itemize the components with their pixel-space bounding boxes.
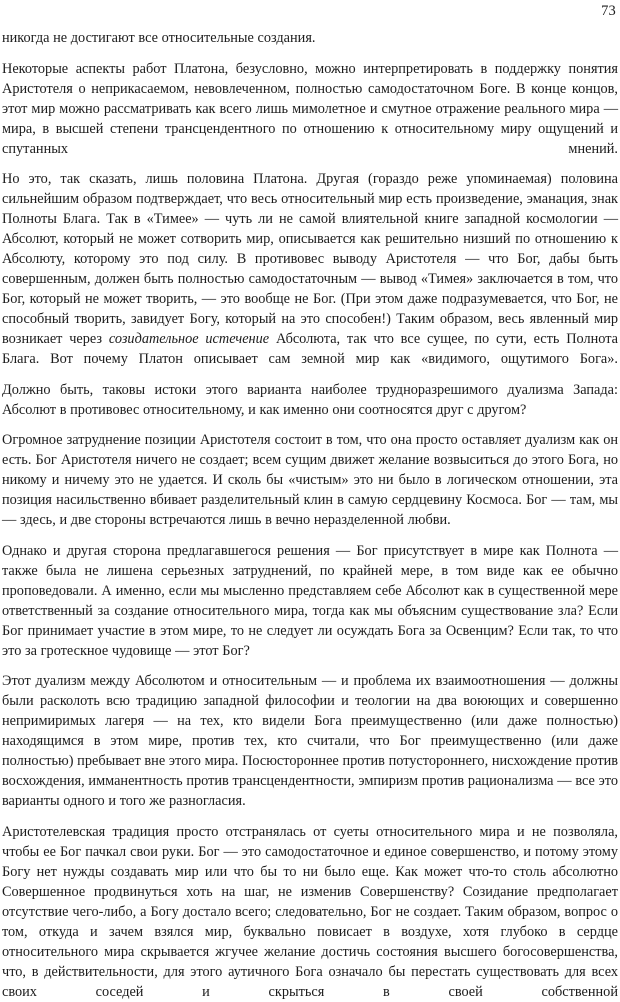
paragraph-3 bbox=[2, 169, 618, 369]
emphasis-sozidatelnoe-istechenie: созидательное истечение bbox=[108, 331, 270, 347]
paragraph-6: Однако и другая сторона предлагавшегося решения — Бог присутствует в мире как Полнота — также была не лишена серьезных затруднений, по крайней мере, в том виде как ее обычно проповедовали. А именно, если мы мысленно представляем себе Абсолют как в существенной мере ответственный за создание относительного мира, тогда как мы объясним существование зла? Если Бог принимает участие в этом мире, то не следует ли осуждать Бога за Освенцим? Если так, то что это за гротескное чудовище — этот Бог? bbox=[2, 542, 618, 659]
paragraph-3-text-before-italic: Но это, так сказать, лишь половина Платона. Другая (гораздо реже упоминаемая) половина сильнейшим образом подтверждает, что весь относительный мир есть произведение, эманация, знак Полноты Блага. Так в «Тимее» — чуть ли не самой влиятельной книге западной космологии — Абсолют, который не может сотворить мир, описывается как решительно низший по отношению к Абсолюту, которому это под силу. В противовес выводу Аристотеля — что Бог, дабы быть совершенным, должен быть полностью самодостаточным — вывод «Тимея» заключается в том, что Бог, который не может творить, — это вообще не Бог. (При этом даже подразумевается, что Бог, не способный творить, завидует Богу, который на это способен!) Таким образом, весь явленный мир возникает через bbox=[2, 171, 618, 347]
paragraph-5: Огромное затруднение позиции Аристотеля состоит в том, что она просто оставляет дуализм как он есть. Бог Аристотеля ничего не создает; всем сущим движет желание возвыситься до этого Бога, но никому и ничему это не удается. И сколь бы «чистым» это ни было в логическом отношении, эта позиция насильственно вбивает разделительный клин в самую сердцевину Космоса. Бог — там, мы — здесь, и две стороны встречаются лишь в вечно неразделенной любви. bbox=[2, 432, 618, 528]
paragraph-4: Должно быть, таковы истоки этого варианта наиболее трудноразрешимого дуализма Запада: Абсолют в противовес относительному, и как именно они соотносятся друг с другом? bbox=[2, 381, 618, 418]
paragraph-3-text-after-italic: Абсолюта, так что все сущее, по сути, есть Полнота Блага. Вот почему Платон описывает сам земной мир как «видимого, ощутимого Бога». bbox=[2, 331, 619, 367]
page-number: 73 bbox=[601, 3, 616, 19]
paragraph-7: Этот дуализм между Абсолютом и относительным — и проблема их взаимоотношения — должны были расколоть всю традицию западной философии и теологии на два воюющих и совершенно непримиримых лагеря — на тех, кто видели Бога преимущественно (или даже полностью) находящимся в этом мире, против тех, кто считали, что Бог преимущественно (или даже полностью) пребывает вне этого мира. Посюстороннее против потустороннего, нисхождение против восхождения, имманентность против трансцендентности, эмпиризм против рационализма — все это варианты одного и того же разногласия. bbox=[2, 673, 618, 809]
paragraph-2: Некоторые аспекты работ Платона, безусловно, можно интерпретировать в поддержку понятия Аристотеля о неприкасаемом, невовлеченном, полностью самодостаточном Боге. В конце концов, этот мир можно рассматривать как всего лишь мимолетное и смутное отражение реального мира — мира, в высшей степени трансцендентного по отношению к относительному миру ощущений и спутанных мнений. bbox=[2, 60, 618, 157]
paragraph-1: никогда не достигают все относительные создания. bbox=[2, 30, 316, 46]
page-body-text bbox=[2, 28, 618, 1002]
paragraph-8: Аристотелевская традиция просто отстранялась от суеты относительного мира и не позволяла, чтобы ее Бог пачкал свои руки. Бог — это самодостаточное и единое совершенство, и потому этому Богу нет нужды создавать мир или что бы то ни было еще. Как может что-то столь абсолютно Совершенное продвинуться хоть на шаг, не изменив Совершенству? Созидание предполагает отсутствие чего-либо, а Богу достало всего; следовательно, Бог не создает. Таким образом, вопрос о том, откуда и зачем взялся мир, буквально повисает в воздухе, хотя глубоко в сердце относительного мира скрывается жгучее желание достичь состояния высшего богосовершенства, что, в действительности, для этого аутичного Бога означало бы перестать существовать для всех своих соседей и скрыться в своей собственной bbox=[2, 823, 618, 1000]
